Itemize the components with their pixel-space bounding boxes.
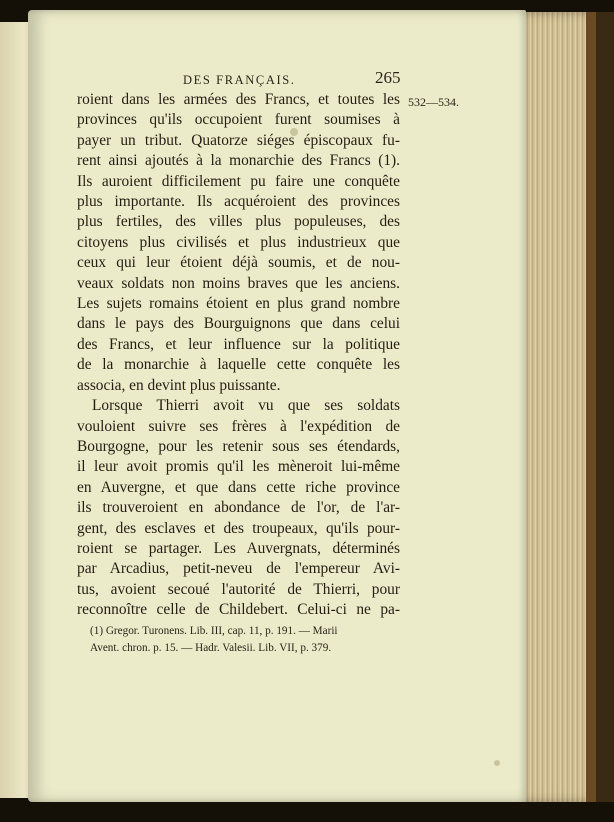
text-line: il leur avoit promis qu'il les mèneroit lui-même <box>77 458 400 476</box>
book-cover <box>586 12 614 802</box>
text-line: vouloient suivre ses frères à l'expédition de <box>77 417 400 435</box>
text-line: Les sujets romains étoient en plus grand nombre <box>77 295 400 313</box>
text-line: payer un tribut. Quatorze siéges épiscopaux fu- <box>77 131 400 149</box>
body-text <box>77 90 400 621</box>
text-line: veaux soldats non moins braves que les anciens. <box>77 274 400 292</box>
running-head: DES FRANÇAIS. <box>183 73 296 87</box>
cover-board <box>586 12 596 802</box>
paragraph-2 <box>77 396 400 620</box>
text-line: de la monarchie à laquelle cette conquête les <box>77 356 400 374</box>
text-line: citoyens plus civilisés et plus industrieux que <box>77 233 400 251</box>
text-line: reconnoître celle de Childebert. Celui-ci ne pa- <box>77 601 400 619</box>
footnote <box>90 623 400 657</box>
text-line: provinces qu'ils occupoient furent soumises à <box>77 111 400 129</box>
text-line: en Auvergne, et que dans cette riche province <box>77 478 400 496</box>
text-line: par Arcadius, petit-neveu de l'empereur Avi- <box>77 560 400 578</box>
text-line: ceux qui leur étoient déjà soumis, et de nou- <box>77 254 400 272</box>
page-number: 265 <box>375 68 401 87</box>
text-line: Bourgogne, pour les retenir sous ses étendards, <box>77 437 400 455</box>
text-line: roient dans les armées des Francs, et toutes les <box>77 91 400 108</box>
text-line: plus fertiles, des villes plus populeuses, des <box>77 213 400 231</box>
text-line: ils trouveroient en abondance de l'or, de l'ar- <box>77 499 400 517</box>
paragraph-1 <box>77 90 400 396</box>
footnote-line: Avent. chron. p. 15. — Hadr. Valesii. Lib. VII, p. 379. <box>90 642 332 654</box>
text-line: gent, des esclaves et des troupeaux, qu'ils pour- <box>77 519 400 537</box>
text-line: associa, en devint plus puissante. <box>77 376 281 394</box>
text-line: dans le pays des Bourguignons que dans celui <box>77 315 400 333</box>
text-line: tus, avoient secoué l'autorité de Thierri, pour <box>77 580 400 598</box>
text-line: des Francs, et leur influence sur la politique <box>77 335 400 353</box>
text-line: rent ainsi ajoutés à la monarchie des Francs (1). <box>77 152 400 170</box>
text-line: roient se partager. Les Auvergnats, déterminés <box>77 539 400 557</box>
text-line: plus importante. Ils acquéroient des provinces <box>77 193 400 211</box>
text-line: Lorsque Thierri avoit vu que ses soldats <box>92 397 400 415</box>
margin-date-note: 532—534. <box>408 95 459 109</box>
paper-foxing-spot <box>494 760 500 766</box>
text-line: Ils auroient difficilement pu faire une conquête <box>77 172 400 190</box>
footnote-line: (1) Gregor. Turonens. Lib. III, cap. 11, p. 191. — Marii <box>90 625 338 637</box>
